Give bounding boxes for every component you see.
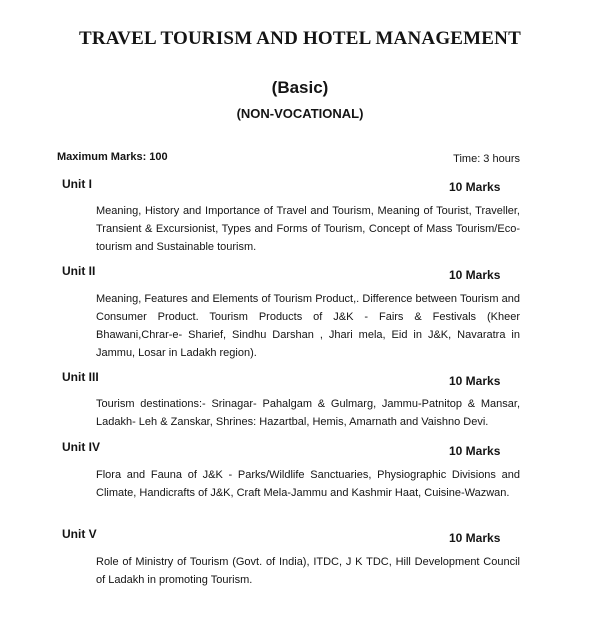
unit-3-heading: Unit III xyxy=(62,370,99,384)
document-subtitle: (Basic) xyxy=(271,78,329,97)
unit-2-content: Meaning, Features and Elements of Tourism Product,. Difference between Tourism and Consumer Product. Tourism Products of J&K - Fairs & Festivals (Kheer Bhawani,Chrar-e- Sharief, Sindhu Darshan , Jhari mela, Eid in J&K, Navaratra in Jammu, Losar in Ladakh region). xyxy=(96,293,520,359)
unit-2-heading: Unit II xyxy=(62,264,96,278)
unit-5-content: Role of Ministry of Tourism (Govt. of India), ITDC, J K TDC, Hill Development Council of Ladakh in promoting Tourism. xyxy=(96,556,520,586)
unit-5-marks: 10 Marks xyxy=(449,531,501,545)
unit-5-heading: Unit V xyxy=(62,527,97,541)
unit-1-marks: 10 Marks xyxy=(449,180,501,194)
unit-3-content: Tourism destinations:- Srinagar- Pahalgam & Gulmarg, Jammu-Patnitop & Mansar, Ladakh- Leh & Zanskar, Shrines: Hazartbal, Hemis, Amarnath and Vaishno Devi. xyxy=(96,398,520,428)
unit-3-marks: 10 Marks xyxy=(449,374,501,388)
document-category: (NON-VOCATIONAL) xyxy=(236,106,364,121)
unit-2-marks: 10 Marks xyxy=(449,268,501,282)
unit-1-heading: Unit I xyxy=(62,177,92,191)
exam-time: Time: 3 hours xyxy=(453,153,520,165)
unit-4-marks: 10 Marks xyxy=(449,444,501,458)
unit-4-heading: Unit IV xyxy=(62,440,100,454)
unit-1-content: Meaning, History and Importance of Travel and Tourism, Meaning of Tourist, Traveller, Transient & Excursionist, Types and Forms of Tourism, Concept of Mass Tourism/Eco-tourism and Sustainable tourism. xyxy=(96,205,520,253)
unit-4-content: Flora and Fauna of J&K - Parks/Wildlife Sanctuaries, Physiographic Divisions and Climate, Handicrafts of J&K, Craft Mela-Jammu and Kashmir Haat, Cuisine-Wazwan. xyxy=(96,469,520,499)
document-title: TRAVEL TOURISM AND HOTEL MANAGEMENT xyxy=(79,28,521,49)
maximum-marks: Maximum Marks: 100 xyxy=(57,151,168,163)
